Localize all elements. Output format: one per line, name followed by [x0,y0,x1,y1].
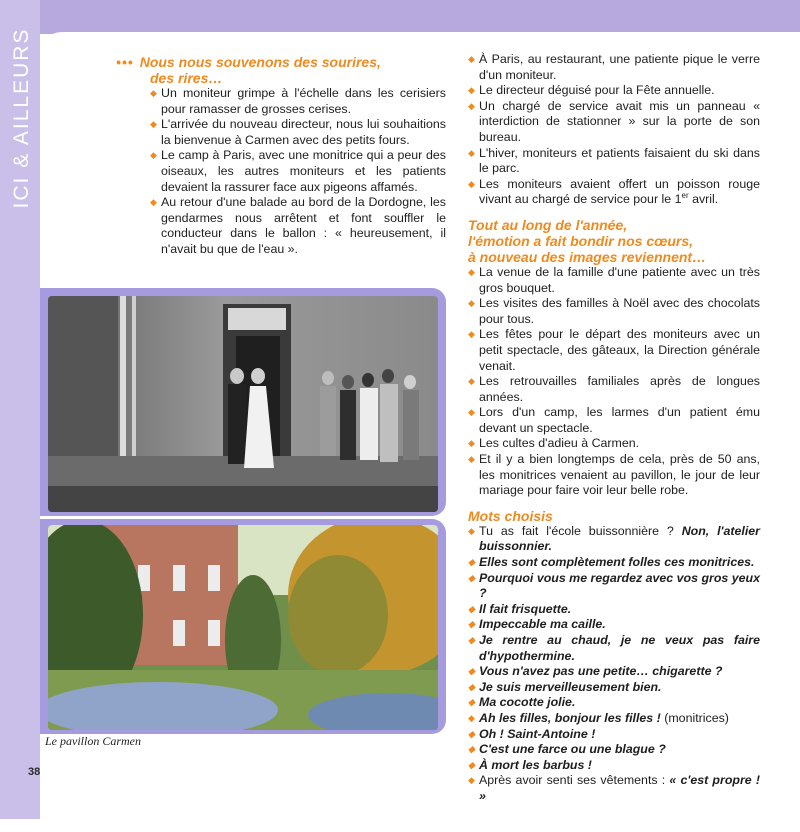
right-bullet-list-a [468,52,760,208]
top-band [0,0,800,34]
section-label-text: ICI & AILLEURS [10,27,33,209]
list-item: ◆ À mort les barbus ! [468,758,760,774]
section-label [0,27,40,209]
list-item: ◆ Le camp à Paris, avec une monitrice qui a peur des oiseaux, les autres moniteurs et les patients devaient la rassurer face aux pigeons affamés. [150,148,446,195]
left-bullet-list [150,86,446,258]
list-item: ◆ L'arrivée du nouveau directeur, nous lui souhaitions la bienvenue à Carmen avec des petits fours. [150,117,446,148]
list-item: ◆ C'est une farce ou une blague ? [468,742,760,758]
wedding-photo [48,296,438,512]
list-item: ◆ La venue de la famille d'une patiente avec un très gros bouquet. [468,265,760,296]
page-number: 38 [28,766,41,778]
list-item: ◆ Les fêtes pour le départ des moniteurs avec un petit spectacle, des gâteaux, la Direction générale venait. [468,327,760,374]
list-item: ◆ Pourquoi vous me regardez avec vos gros yeux ? [468,571,760,602]
list-item: ◆ Le directeur déguisé pour la Fête annuelle. [468,83,760,99]
garden-photo [48,525,438,730]
list-item: ◆ Ah les filles, bonjour les filles ! (monitrices) [468,711,760,727]
list-item: ◆ Au retour d'une balade au bord de la Dordogne, les gendarmes nous arrêtent et font souffler le conducteur dans le ballon : « heureusement, il n'avait bu que de l'eau ». [150,195,446,257]
list-item: ◆ Lors d'un camp, les larmes d'un patient ému devant un spectacle. [468,405,760,436]
heading-dots-icon: ••• [116,54,134,70]
list-item: ◆ Les retrouvailles familiales après de longues années. [468,374,760,405]
list-item: ◆ Les moniteurs avaient offert un poisson rouge vivant au chargé de service pour le 1er avril. [468,177,760,208]
list-item: ◆ Impeccable ma caille. [468,617,760,633]
list-item: ◆ Et il y a bien longtemps de cela, près de 50 ans, les monitrices venaient au pavillon, le jour de leur mariage pour faire voir leur belle robe. [468,452,760,499]
photo-caption: Le pavillon Carmen [45,734,141,748]
mots-choisis-heading: Mots choisis [468,507,553,524]
list-item: ◆ Un chargé de service avait mis un panneau « interdiction de stationner » sur la porte de son bureau. [468,99,760,146]
list-item: ◆ Ma cocotte jolie. [468,695,760,711]
list-item: ◆ Tu as fait l'école buissonnière ? Non, l'atelier buissonnier. [468,524,760,555]
list-item: ◆ Je suis merveilleusement bien. [468,680,760,696]
right-bullet-list-b [468,265,760,499]
quotes-list [468,524,760,805]
list-item: ◆ Après avoir senti ses vêtements : « c'est propre ! » [468,773,760,804]
emotion-heading: Tout au long de l'année, l'émotion a fait bondir nos cœurs, à nouveau des images reviennent… [468,216,707,265]
list-item: ◆ Les visites des familles à Noël avec des chocolats pour tous. [468,296,760,327]
left-column [116,54,446,258]
list-item: ◆ Elles sont complètement folles ces monitrices. [468,555,760,571]
right-column [468,52,760,805]
list-item: ◆ Oh ! Saint-Antoine ! [468,727,760,743]
list-item: ◆ L'hiver, moniteurs et patients faisaient du ski dans le parc. [468,146,760,177]
list-item: ◆ Il fait frisquette. [468,602,760,618]
list-item: ◆ Je rentre au chaud, je ne veux pas faire d'hypothermine. [468,633,760,664]
list-item: ◆ Un moniteur grimpe à l'échelle dans les cerisiers pour ramasser de grosses cerises. [150,86,446,117]
left-heading: ••• Nous nous souvenons des sourires, des rires… [116,54,381,86]
list-item: ◆ À Paris, au restaurant, une patiente pique le verre d'un moniteur. [468,52,760,83]
list-item: ◆ Vous n'avez pas une petite… chigarette ? [468,664,760,680]
list-item: ◆ Les cultes d'adieu à Carmen. [468,436,760,452]
